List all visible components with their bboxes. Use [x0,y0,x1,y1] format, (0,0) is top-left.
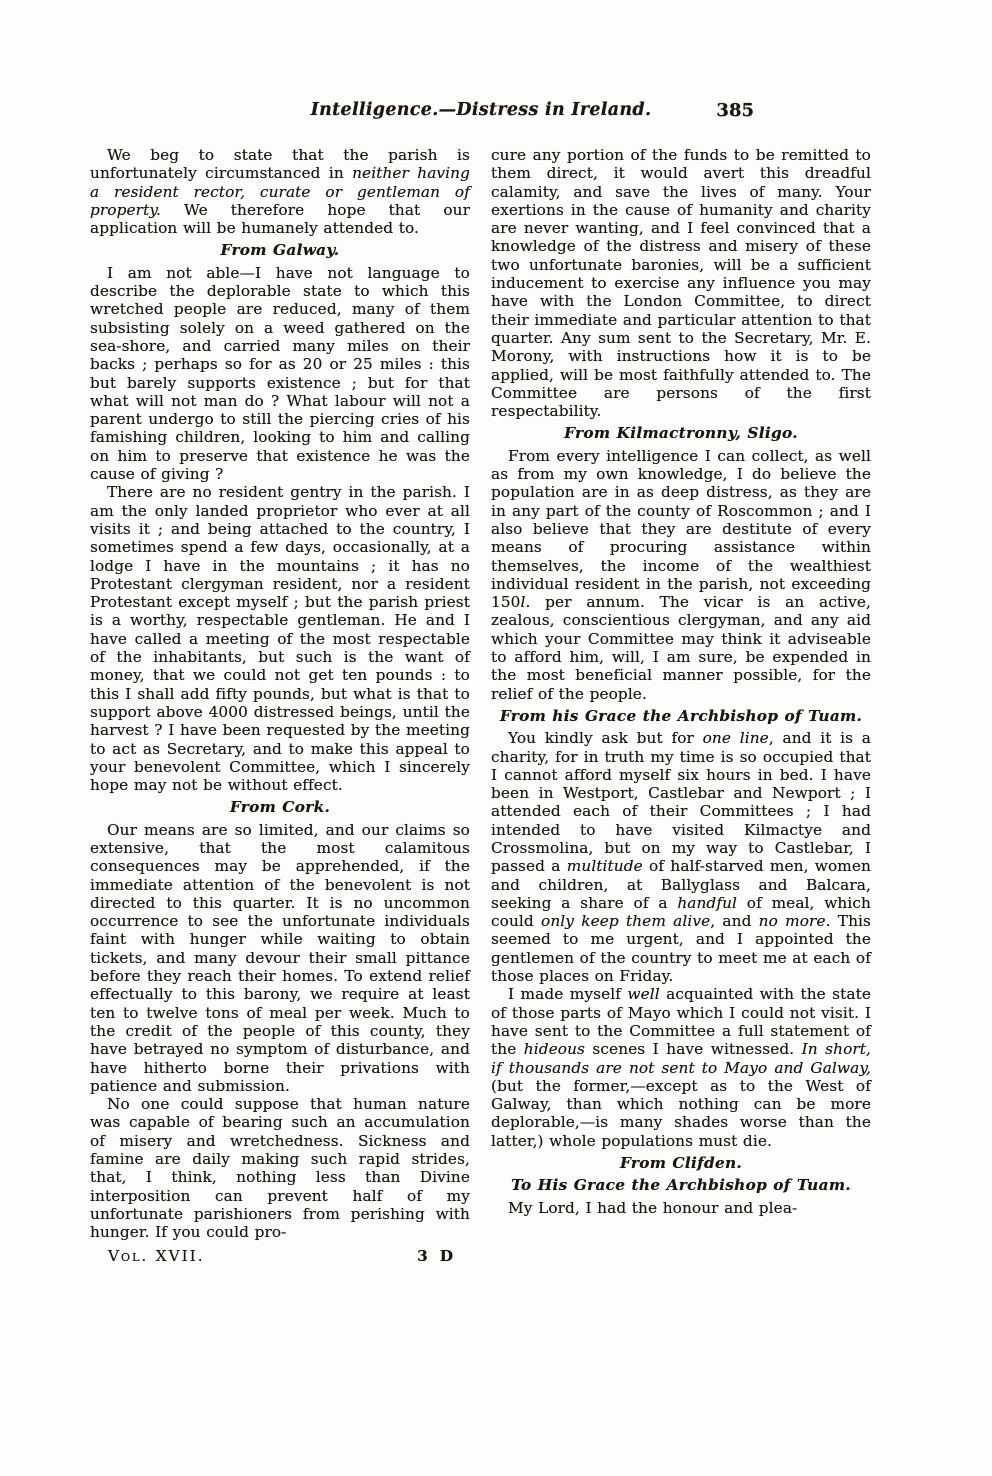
paragraph: You kindly ask but for one line, and it is a charity, for in truth my time is so occupied that I cannot afford myself six hours in bed. I have been in Westport, Castlebar and Newport ; I attended each of their Committees ; I had intended to have visited Kilmactye and Crossmolina, but on my way to Castlebar, I passed a multitude of half-starved men, women and children, at Ballyglass and Balcara, seeking a share of a handful of meal, which could only keep them alive, and no more. This seemed to me urgent, and I appointed the gentlemen of the country to meet me at each of those places on Friday. [491,729,871,986]
paragraph: My Lord, I had the honour and plea- [508,1198,798,1217]
volume-label: Vol. XVII. [108,1246,205,1265]
running-title: Intelligence.—Distress in Ireland. [310,100,652,120]
paragraph: I am not able—I have not language to describe the deplorable state to which this wretched people are reduced, many of them subsisting solely on a weed gathered on the sea-shore, and carried many miles on their backs ; perhaps so for as 20 or 25 miles : this but barely supports existence ; but for that what will not man do ? What labour will not a parent undergo to still the piercing cries of his famishing children, looking to him and calling on him to preserve that existence he was the cause of giving ? [90,263,470,484]
right-column [491,146,871,1217]
paragraph: I made myself well acquainted with the state of those parts of Mayo which I could not visit. I have sent to the Committee a full statement of the hideous scenes I have witnessed. In short, if thousands are not sent to Mayo and Galway, (but the former,—except as to the West of Galway, than which nothing can be more deplorable,—is many shades worse than the latter,) whole populations must die. [491,985,871,1150]
page-header [90,100,872,128]
paragraph: There are no resident gentry in the parish. I am the only landed proprietor who ever at all visits it ; and being attached to the country, I sometimes spend a few days, occasionally, at a lodge I have in the mountains ; it has no Protestant clergyman resident, nor a resident Protestant except myself ; but the parish priest is a worthy, respectable gentleman. He and I have called a meeting of the most respectable of the inhabitants, but such is the want of money, that we could not get ten pounds : to this I shall add fifty pounds, but what is that to support above 4000 distressed beings, until the harvest ? I have been requested by the meeting to act as Secretary, and to make this appeal to your benevolent Committee, which I sincerely hope may not be without effect. [90,483,470,795]
text-body [90,146,872,1265]
paragraph: From every intelligence I can collect, as well as from my own knowledge, I do believe the population are in as deep distress, as they are in any part of the county of Roscommon ; and I also believe that they are destitute of every means of procuring assistance within themselves, the income of the wealthiest individual resident in the parish, not exceeding 150l. per annum. The vicar is an active, zealous, conscientious clergyman, and any aid which your Committee may think it adviseable to afford him, will, I am sure, be expended in the most beneficial manner possible, for the relief of the people. [491,446,871,703]
paragraph: Our means are so limited, and our claims so extensive, that the most calamitous consequences may be apprehended, if the immediate attention of the benevolent is not directed to this quarter. It is no uncommon occurrence to see the unfortunate individuals faint with hunger while waiting to obtain tickets, and many devour their small pittance before they reach their homes. To extend relief effectually to this barony, we require at least ten to twelve tons of meal per week. Much to the credit of the people of this county, they have betrayed no symptom of disturbance, and have hitherto borne their privations with patience and submission. [90,820,470,1095]
section-heading: From Galway. [220,241,340,260]
page-number: 385 [716,100,754,121]
section-heading: To His Grace the Archbishop of Tuam. [511,1176,851,1195]
printer-signature: 3 D [417,1246,456,1265]
volume-footer [90,1247,470,1265]
left-column [90,146,470,1265]
section-heading: From Clifden. [619,1154,743,1173]
paragraph: No one could suppose that human nature was capable of bearing such an accumulation of misery and wretchedness. Sickness and famine are daily making such rapid strides, that, I think, nothing less than Divine interposition can prevent half of my unfortunate parishioners from perishing with hunger. If you could pro- [90,1095,470,1242]
section-heading: From Cork. [229,798,331,817]
section-heading: From his Grace the Archbishop of Tuam. [499,706,863,725]
paragraph: cure any portion of the funds to be remitted to them direct, it would avert this dreadful calamity, and save the lives of many. Your exertions in the cause of humanity and charity are never wanting, and I feel convinced that a knowledge of the distress and misery of these two unfortunate baronies, will be a sufficient inducement to exercise any influence you may have with the London Committee, to direct their immediate and particular attention to that quarter. Any sum sent to the Secretary, Mr. E. Morony, with instructions how it is to be applied, will be most faithfully attended to. The Committee are persons of the first respectability. [491,146,871,421]
section-heading: From Kilmactronny, Sligo. [564,424,798,443]
paragraph: We beg to state that the parish is unfortunately circumstanced in neither having a resident rector, curate or gentleman of property. We therefore hope that our application will be humanely attended to. [90,146,470,238]
